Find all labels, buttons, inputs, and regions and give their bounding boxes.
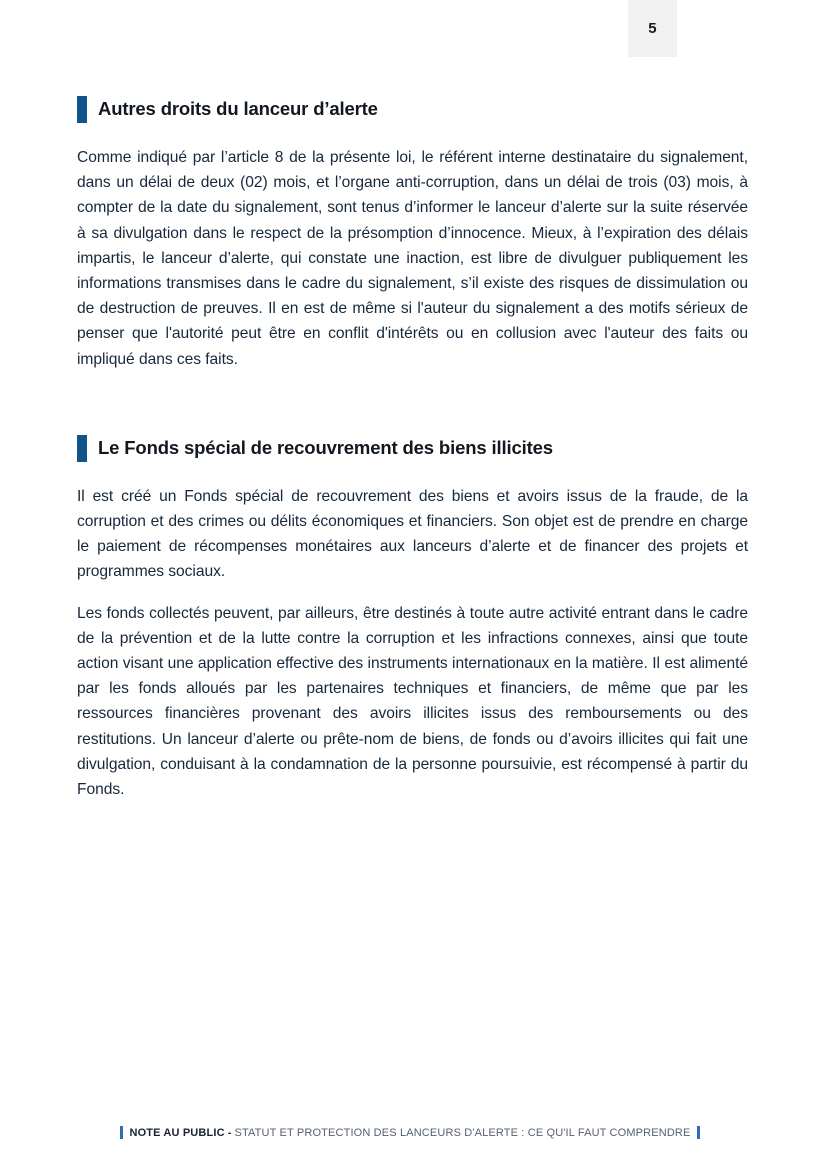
spacer bbox=[77, 585, 748, 601]
paragraph: Il est créé un Fonds spécial de recouvrement des biens et avoirs issus de la fraude, de la corruption et des crimes ou délits économiques et financiers. Son objet est de prendre en charge le paiement de récompenses monétaires aux lanceurs d’alerte et de financer des projets et programmes sociaux. bbox=[77, 487, 748, 581]
footer-separator: - bbox=[224, 1126, 235, 1139]
spacer bbox=[77, 372, 748, 435]
heading-marker-icon bbox=[77, 96, 87, 123]
paragraph: Comme indiqué par l’article 8 de la présente loi, le référent interne destinataire du signalement, dans un délai de deux (02) mois, et l’organe anti-corruption, dans un délai de trois (03) mois, à compter de la date du signalement, sont tenus d’informer le lanceur d’alerte sur la suite réservée à sa divulgation dans le respect de la présomption d’innocence. Mieux, à l’expiration des délais impartis, le lanceur d’alerte, qui constate une inaction, est libre de divulguer publiquement les informations transmises dans le cadre du signalement, s’il existe des risques de dissimulation ou de destruction de preuves. Il en est de même si l'auteur du signalement a des motifs sérieux de penser que l'autorité peut être en conflit d'intérêts ou en collusion avec l'auteur des faits ou impliqué dans ces faits. bbox=[77, 149, 748, 368]
page-number-value: 5 bbox=[648, 20, 657, 37]
page-footer bbox=[0, 1126, 820, 1139]
page-content bbox=[77, 96, 748, 802]
footer-subtitle: STATUT ET PROTECTION DES LANCEURS D'ALERTE : CE QU'IL FAUT COMPRENDRE bbox=[234, 1126, 691, 1139]
spacer bbox=[77, 462, 748, 484]
heading-marker-icon bbox=[77, 435, 87, 462]
footer-bar-left-icon bbox=[120, 1126, 123, 1139]
section-heading-fonds-special bbox=[77, 435, 748, 462]
spacer bbox=[77, 123, 748, 145]
footer-bar-right-icon bbox=[697, 1126, 700, 1139]
section-heading-label: Le Fonds spécial de recouvrement des biens illicites bbox=[98, 437, 553, 459]
section-heading-label: Autres droits du lanceur d’alerte bbox=[98, 98, 378, 120]
paragraph: Les fonds collectés peuvent, par ailleurs, être destinés à toute autre activité entrant dans le cadre de la prévention et de la lutte contre la corruption et les infractions connexes, ainsi que toute action visant une application effective des instruments internationaux en la matière. Il est alimenté par les fonds alloués par les partenaires techniques et financiers, de même que par les ressources financières provenant des avoirs illicites issus des remboursements ou des restitutions. Un lanceur d’alerte ou prête-nom de biens, de fonds ou d’avoirs illicites qui fait une divulgation, conduisant à la condamnation de la personne poursuivie, est récompensé à partir du Fonds. bbox=[77, 604, 748, 799]
page-number-chip bbox=[628, 0, 677, 57]
section-heading-autres-droits bbox=[77, 96, 748, 123]
footer-title: NOTE AU PUBLIC bbox=[129, 1126, 225, 1139]
